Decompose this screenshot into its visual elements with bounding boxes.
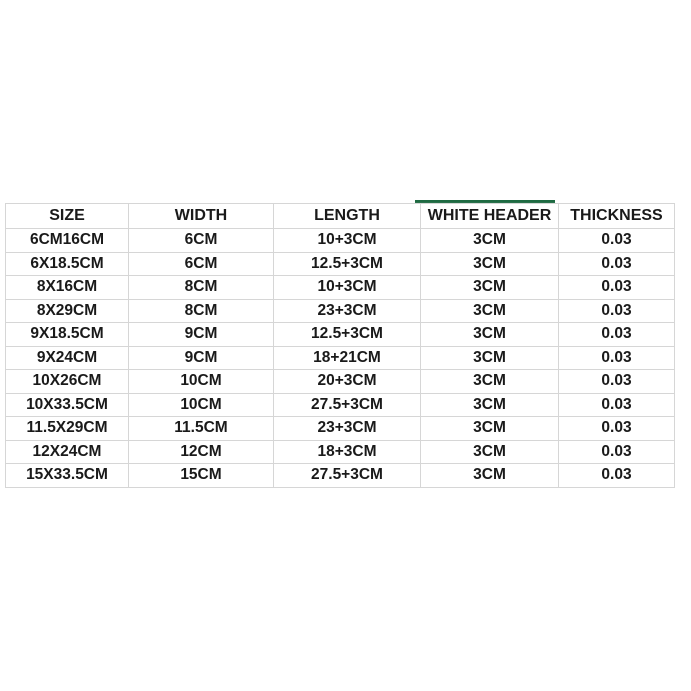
table-row — [6, 299, 675, 323]
cell-width: 9CM — [129, 323, 274, 347]
table-row — [6, 323, 675, 347]
column-header-width: WIDTH — [129, 204, 274, 229]
cell-white-header: 3CM — [421, 229, 559, 253]
cell-width: 8CM — [129, 276, 274, 300]
cell-width: 8CM — [129, 299, 274, 323]
cell-length: 27.5+3CM — [274, 464, 421, 488]
cell-thickness: 0.03 — [559, 252, 675, 276]
cell-width: 10CM — [129, 370, 274, 394]
cell-size: 9X24CM — [6, 346, 129, 370]
cell-length: 12.5+3CM — [274, 323, 421, 347]
cell-thickness: 0.03 — [559, 276, 675, 300]
cell-length: 18+3CM — [274, 440, 421, 464]
cell-size: 9X18.5CM — [6, 323, 129, 347]
cell-size: 6CM16CM — [6, 229, 129, 253]
cell-thickness: 0.03 — [559, 299, 675, 323]
cell-white-header: 3CM — [421, 393, 559, 417]
cell-size: 10X26CM — [6, 370, 129, 394]
cell-width: 6CM — [129, 229, 274, 253]
cell-thickness: 0.03 — [559, 229, 675, 253]
column-header-white-header: WHITE HEADER — [421, 204, 559, 229]
cell-white-header: 3CM — [421, 346, 559, 370]
cell-white-header: 3CM — [421, 440, 559, 464]
column-header-size: SIZE — [6, 204, 129, 229]
table-row — [6, 440, 675, 464]
cell-white-header: 3CM — [421, 323, 559, 347]
cell-width: 15CM — [129, 464, 274, 488]
cell-size: 10X33.5CM — [6, 393, 129, 417]
cell-length: 18+21CM — [274, 346, 421, 370]
cell-size: 12X24CM — [6, 440, 129, 464]
cell-size: 6X18.5CM — [6, 252, 129, 276]
cell-length: 10+3CM — [274, 229, 421, 253]
cell-thickness: 0.03 — [559, 323, 675, 347]
cell-thickness: 0.03 — [559, 417, 675, 441]
table-header-row-inner — [6, 204, 675, 229]
cell-length: 27.5+3CM — [274, 393, 421, 417]
table-row — [6, 464, 675, 488]
table-row — [6, 346, 675, 370]
table-row — [6, 229, 675, 253]
cell-width: 10CM — [129, 393, 274, 417]
cell-white-header: 3CM — [421, 464, 559, 488]
cell-size: 15X33.5CM — [6, 464, 129, 488]
table-body — [6, 229, 675, 488]
cell-white-header: 3CM — [421, 370, 559, 394]
cell-thickness: 0.03 — [559, 346, 675, 370]
table-row — [6, 370, 675, 394]
column-header-thickness: THICKNESS — [559, 204, 675, 229]
table-row — [6, 252, 675, 276]
table-header-row — [6, 204, 675, 229]
cell-white-header: 3CM — [421, 299, 559, 323]
cell-length: 23+3CM — [274, 417, 421, 441]
cell-length: 20+3CM — [274, 370, 421, 394]
cell-size: 8X16CM — [6, 276, 129, 300]
cell-length: 12.5+3CM — [274, 252, 421, 276]
table-row — [6, 393, 675, 417]
table-row — [6, 417, 675, 441]
cell-thickness: 0.03 — [559, 440, 675, 464]
size-chart-table — [5, 203, 675, 488]
cell-length: 10+3CM — [274, 276, 421, 300]
cell-size: 11.5X29CM — [6, 417, 129, 441]
cell-width: 9CM — [129, 346, 274, 370]
cell-size: 8X29CM — [6, 299, 129, 323]
column-header-length: LENGTH — [274, 204, 421, 229]
cell-thickness: 0.03 — [559, 370, 675, 394]
cell-length: 23+3CM — [274, 299, 421, 323]
cell-width: 12CM — [129, 440, 274, 464]
cell-width: 6CM — [129, 252, 274, 276]
cell-white-header: 3CM — [421, 417, 559, 441]
cell-width: 11.5CM — [129, 417, 274, 441]
table-row — [6, 276, 675, 300]
cell-thickness: 0.03 — [559, 464, 675, 488]
cell-white-header: 3CM — [421, 252, 559, 276]
cell-white-header: 3CM — [421, 276, 559, 300]
cell-thickness: 0.03 — [559, 393, 675, 417]
